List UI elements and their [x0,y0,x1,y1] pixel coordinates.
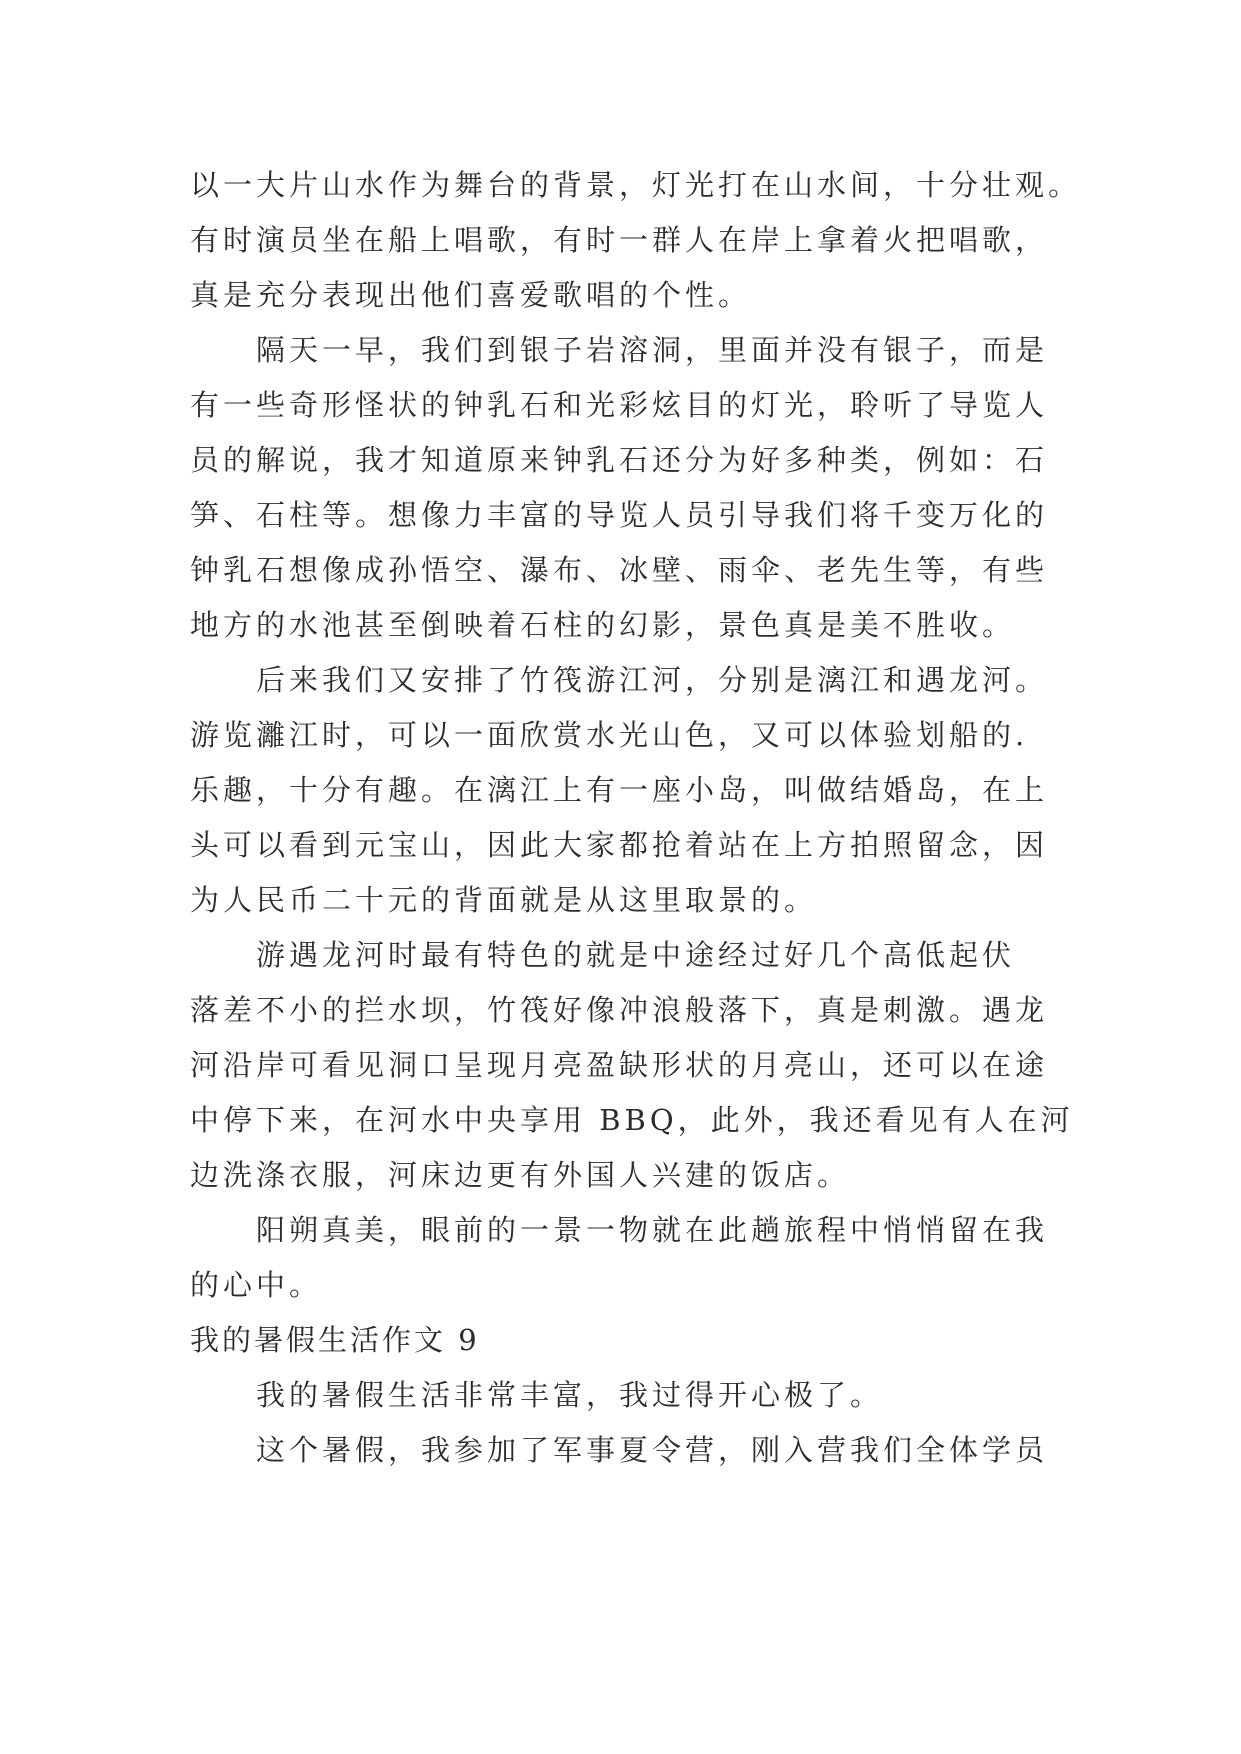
text-line: 员的解说，我才知道原来钟乳石还分为好多种类，例如：石 [190,443,1049,477]
text-line: 以一大片山水作为舞台的背景，灯光打在山水间，十分壮观。 [190,168,1082,202]
section-heading: 我的暑假生活作文 9 [190,1323,480,1357]
paragraph-start-line: 我的暑假生活非常丰富，我过得开心极了。 [256,1378,884,1412]
text-line: 头可以看到元宝山，因此大家都抢着站在上方拍照留念，因 [190,828,1049,862]
text-line: 地方的水池甚至倒映着石柱的幻影，景色真是美不胜收。 [190,608,1016,642]
text-line: 钟乳石想像成孙悟空、瀑布、冰壁、雨伞、老先生等，有些 [190,553,1049,587]
text-line: 游览灕江时，可以一面欣赏水光山色，又可以体验划船的. [190,718,1029,752]
text-line: 的心中。 [190,1268,323,1302]
text-line: 中停下来，在河水中央享用 BBQ，此外，我还看见有人在河 [190,1103,1074,1137]
text-line: 河沿岸可看见洞口呈现月亮盈缺形状的月亮山，还可以在途 [190,1048,1049,1082]
paragraph-start-line: 这个暑假，我参加了军事夏令营，刚入营我们全体学员 [256,1433,1049,1467]
text-line: 乐趣，十分有趣。在漓江上有一座小岛，叫做结婚岛，在上 [190,773,1049,807]
text-line: 落差不小的拦水坝，竹筏好像冲浪般落下，真是刺激。遇龙 [190,993,1049,1027]
text-line: 有一些奇形怪状的钟乳石和光彩炫目的灯光，聆听了导览人 [190,388,1049,422]
text-line: 边洗涤衣服，河床边更有外国人兴建的饭店。 [190,1158,851,1192]
article-body [190,158,1090,1478]
paragraph-start-line: 后来我们又安排了竹筏游江河，分别是漓江和遇龙河。 [256,663,1049,697]
text-line: 真是充分表现出他们喜爱歌唱的个性。 [190,278,752,312]
paragraph-start-line: 阳朔真美，眼前的一景一物就在此趟旅程中悄悄留在我 [256,1213,1049,1247]
text-line: 笋、石柱等。想像力丰富的导览人员引导我们将千变万化的 [190,498,1049,532]
text-line: 有时演员坐在船上唱歌，有时一群人在岸上拿着火把唱歌， [190,223,1049,257]
paragraph-start-line: 隔天一早，我们到银子岩溶洞，里面并没有银子，而是 [256,333,1049,367]
text-line: 为人民币二十元的背面就是从这里取景的。 [190,883,818,917]
paragraph-start-line: 游遇龙河时最有特色的就是中途经过好几个高低起伏 [256,938,1016,972]
